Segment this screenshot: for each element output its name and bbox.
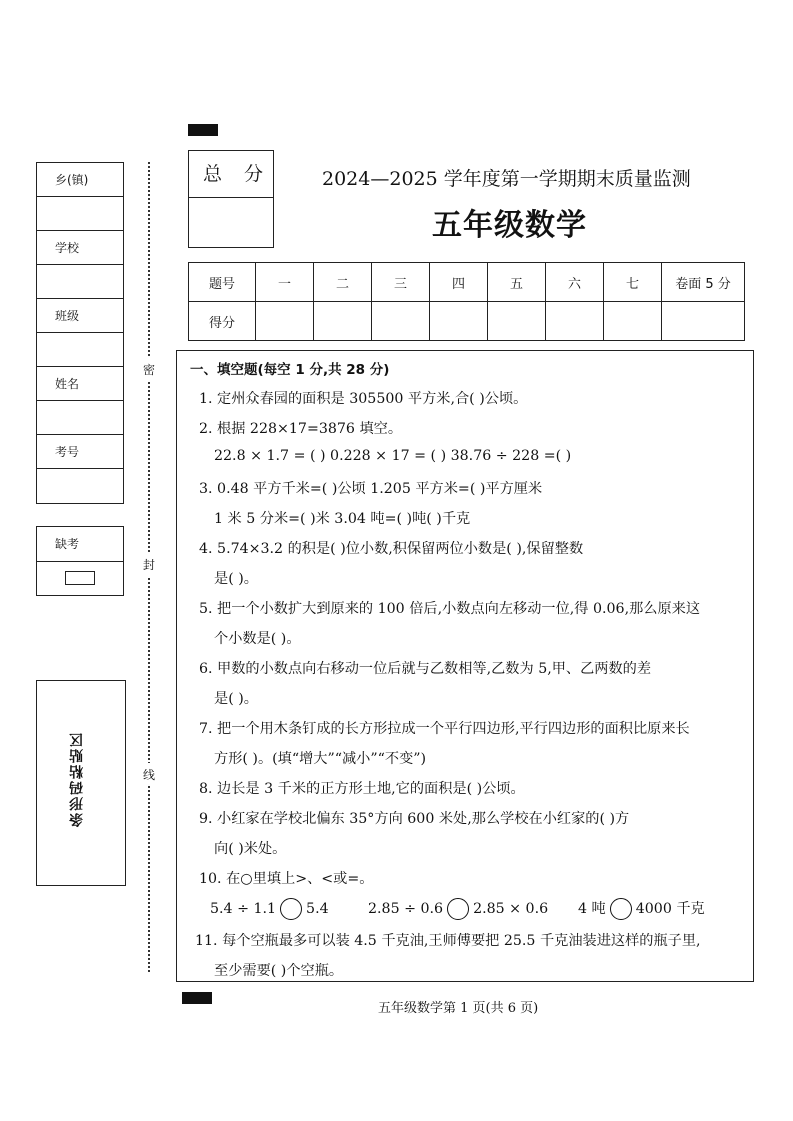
compare-circle[interactable] [280,898,302,920]
class-label: 班级 [37,299,123,333]
seal-char-xian: 线 [143,763,155,786]
score-cell[interactable] [604,302,662,341]
score-row-label: 得分 [189,302,256,341]
section-heading: 一、填空题(每空 1 分,共 28 分) [190,362,390,378]
question-line: 是( )。 [214,571,258,587]
question-line: 11. 每个空瓶最多可以装 4.5 千克油,王师傅要把 25.5 千克油装进这样的瓶子里, [195,933,701,949]
compare-left: 5.4 ÷ 1.1 [210,901,277,917]
total-score-label: 总 分 [189,151,273,198]
total-score-box [188,150,274,248]
barcode-label: 条形码粘贴区 [69,731,85,827]
compare-right: 2.85 × 0.6 [473,901,549,917]
school-field[interactable] [37,265,123,299]
question-line: 向( )米处。 [214,841,287,857]
compare-item [210,898,329,920]
score-cell[interactable] [662,302,745,341]
score-cell[interactable] [488,302,546,341]
question-line: 至少需要( )个空瓶。 [214,963,344,979]
score-cell[interactable] [546,302,604,341]
compare-circle[interactable] [447,898,469,920]
score-header-cell: 七 [604,263,662,302]
score-header-cell: 五 [488,263,546,302]
score-table [188,262,745,341]
question-line: 6. 甲数的小数点向右移动一位后就与乙数相等,乙数为 5,甲、乙两数的差 [199,661,652,677]
compare-item [368,898,548,920]
question-line: 9. 小红家在学校北偏东 35°方向 600 米处,那么学校在小红家的( )方 [199,811,630,827]
compare-circle[interactable] [610,898,632,920]
page-footer: 五年级数学第 1 页(共 6 页) [378,1001,539,1016]
question-line: 个小数是( )。 [214,631,301,647]
question-line: 方形( )。(填“增大”“减小”“不变”) [214,751,427,767]
score-cell[interactable] [372,302,430,341]
school-label: 学校 [37,231,123,265]
seal-char-mi: 密 [143,358,155,381]
exam-number-field[interactable] [37,469,123,503]
name-field[interactable] [37,401,123,435]
score-cell[interactable] [314,302,372,341]
town-label: 乡(镇) [37,163,123,197]
score-header-cell: 四 [430,263,488,302]
student-info-column [36,162,124,504]
question-line: 8. 边长是 3 千米的正方形土地,它的面积是( )公顷。 [199,781,525,797]
score-table-score-row [189,302,745,341]
question-line: 10. 在○里填上>、<或=。 [199,871,374,887]
town-field[interactable] [37,197,123,231]
absent-box [36,526,124,596]
question-line: 4. 5.74×3.2 的积是( )位小数,积保留两位小数是( ),保留整数 [199,541,584,557]
exam-year: 2024—2025 学年度第一学期期末质量监测 [322,168,691,190]
score-header-cell: 二 [314,263,372,302]
question-line: 3. 0.48 平方千米=( )公顷 1.205 平方米=( )平方厘米 [199,481,543,497]
score-cell[interactable] [430,302,488,341]
score-cell[interactable] [256,302,314,341]
score-header-cell: 三 [372,263,430,302]
score-header-cell: 六 [546,263,604,302]
name-label: 姓名 [37,367,123,401]
question-line: 5. 把一个小数扩大到原来的 100 倍后,小数点向左移动一位,得 0.06,那么原来这 [199,601,701,617]
barcode-area [36,680,126,886]
seal-char-feng: 封 [143,553,155,576]
compare-item [578,898,705,920]
score-header-cell: 一 [256,263,314,302]
question-line: 1. 定州众春园的面积是 305500 平方米,合( )公顷。 [199,391,528,407]
compare-right: 4000 千克 [635,901,705,917]
question-line: 是( )。 [214,691,258,707]
question-line: 2. 根据 228×17=3876 填空。 [199,421,403,437]
score-header-cell: 题号 [189,263,256,302]
question-line: 7. 把一个用木条钉成的长方形拉成一个平行四边形,平行四边形的面积比原来长 [199,721,690,737]
absent-checkbox[interactable] [65,571,95,585]
compare-right: 5.4 [306,901,329,917]
question-line: 22.8 × 1.7 = ( ) 0.228 × 17 = ( ) 38.76 ÷ 228 =( ) [214,448,572,464]
question-line: 1 米 5 分米=( )米 3.04 吨=( )吨( )千克 [214,511,471,527]
registration-mark-bottom [182,992,212,1004]
score-table-header-row [189,263,745,302]
exam-number-label: 考号 [37,435,123,469]
absent-label: 缺考 [37,527,123,562]
score-header-cell: 卷面 5 分 [662,263,745,302]
total-score-field[interactable] [189,198,273,246]
compare-left: 4 吨 [578,901,606,917]
registration-mark-top [188,124,218,136]
class-field[interactable] [37,333,123,367]
exam-title: 五年级数学 [432,208,587,243]
compare-left: 2.85 ÷ 0.6 [368,901,444,917]
